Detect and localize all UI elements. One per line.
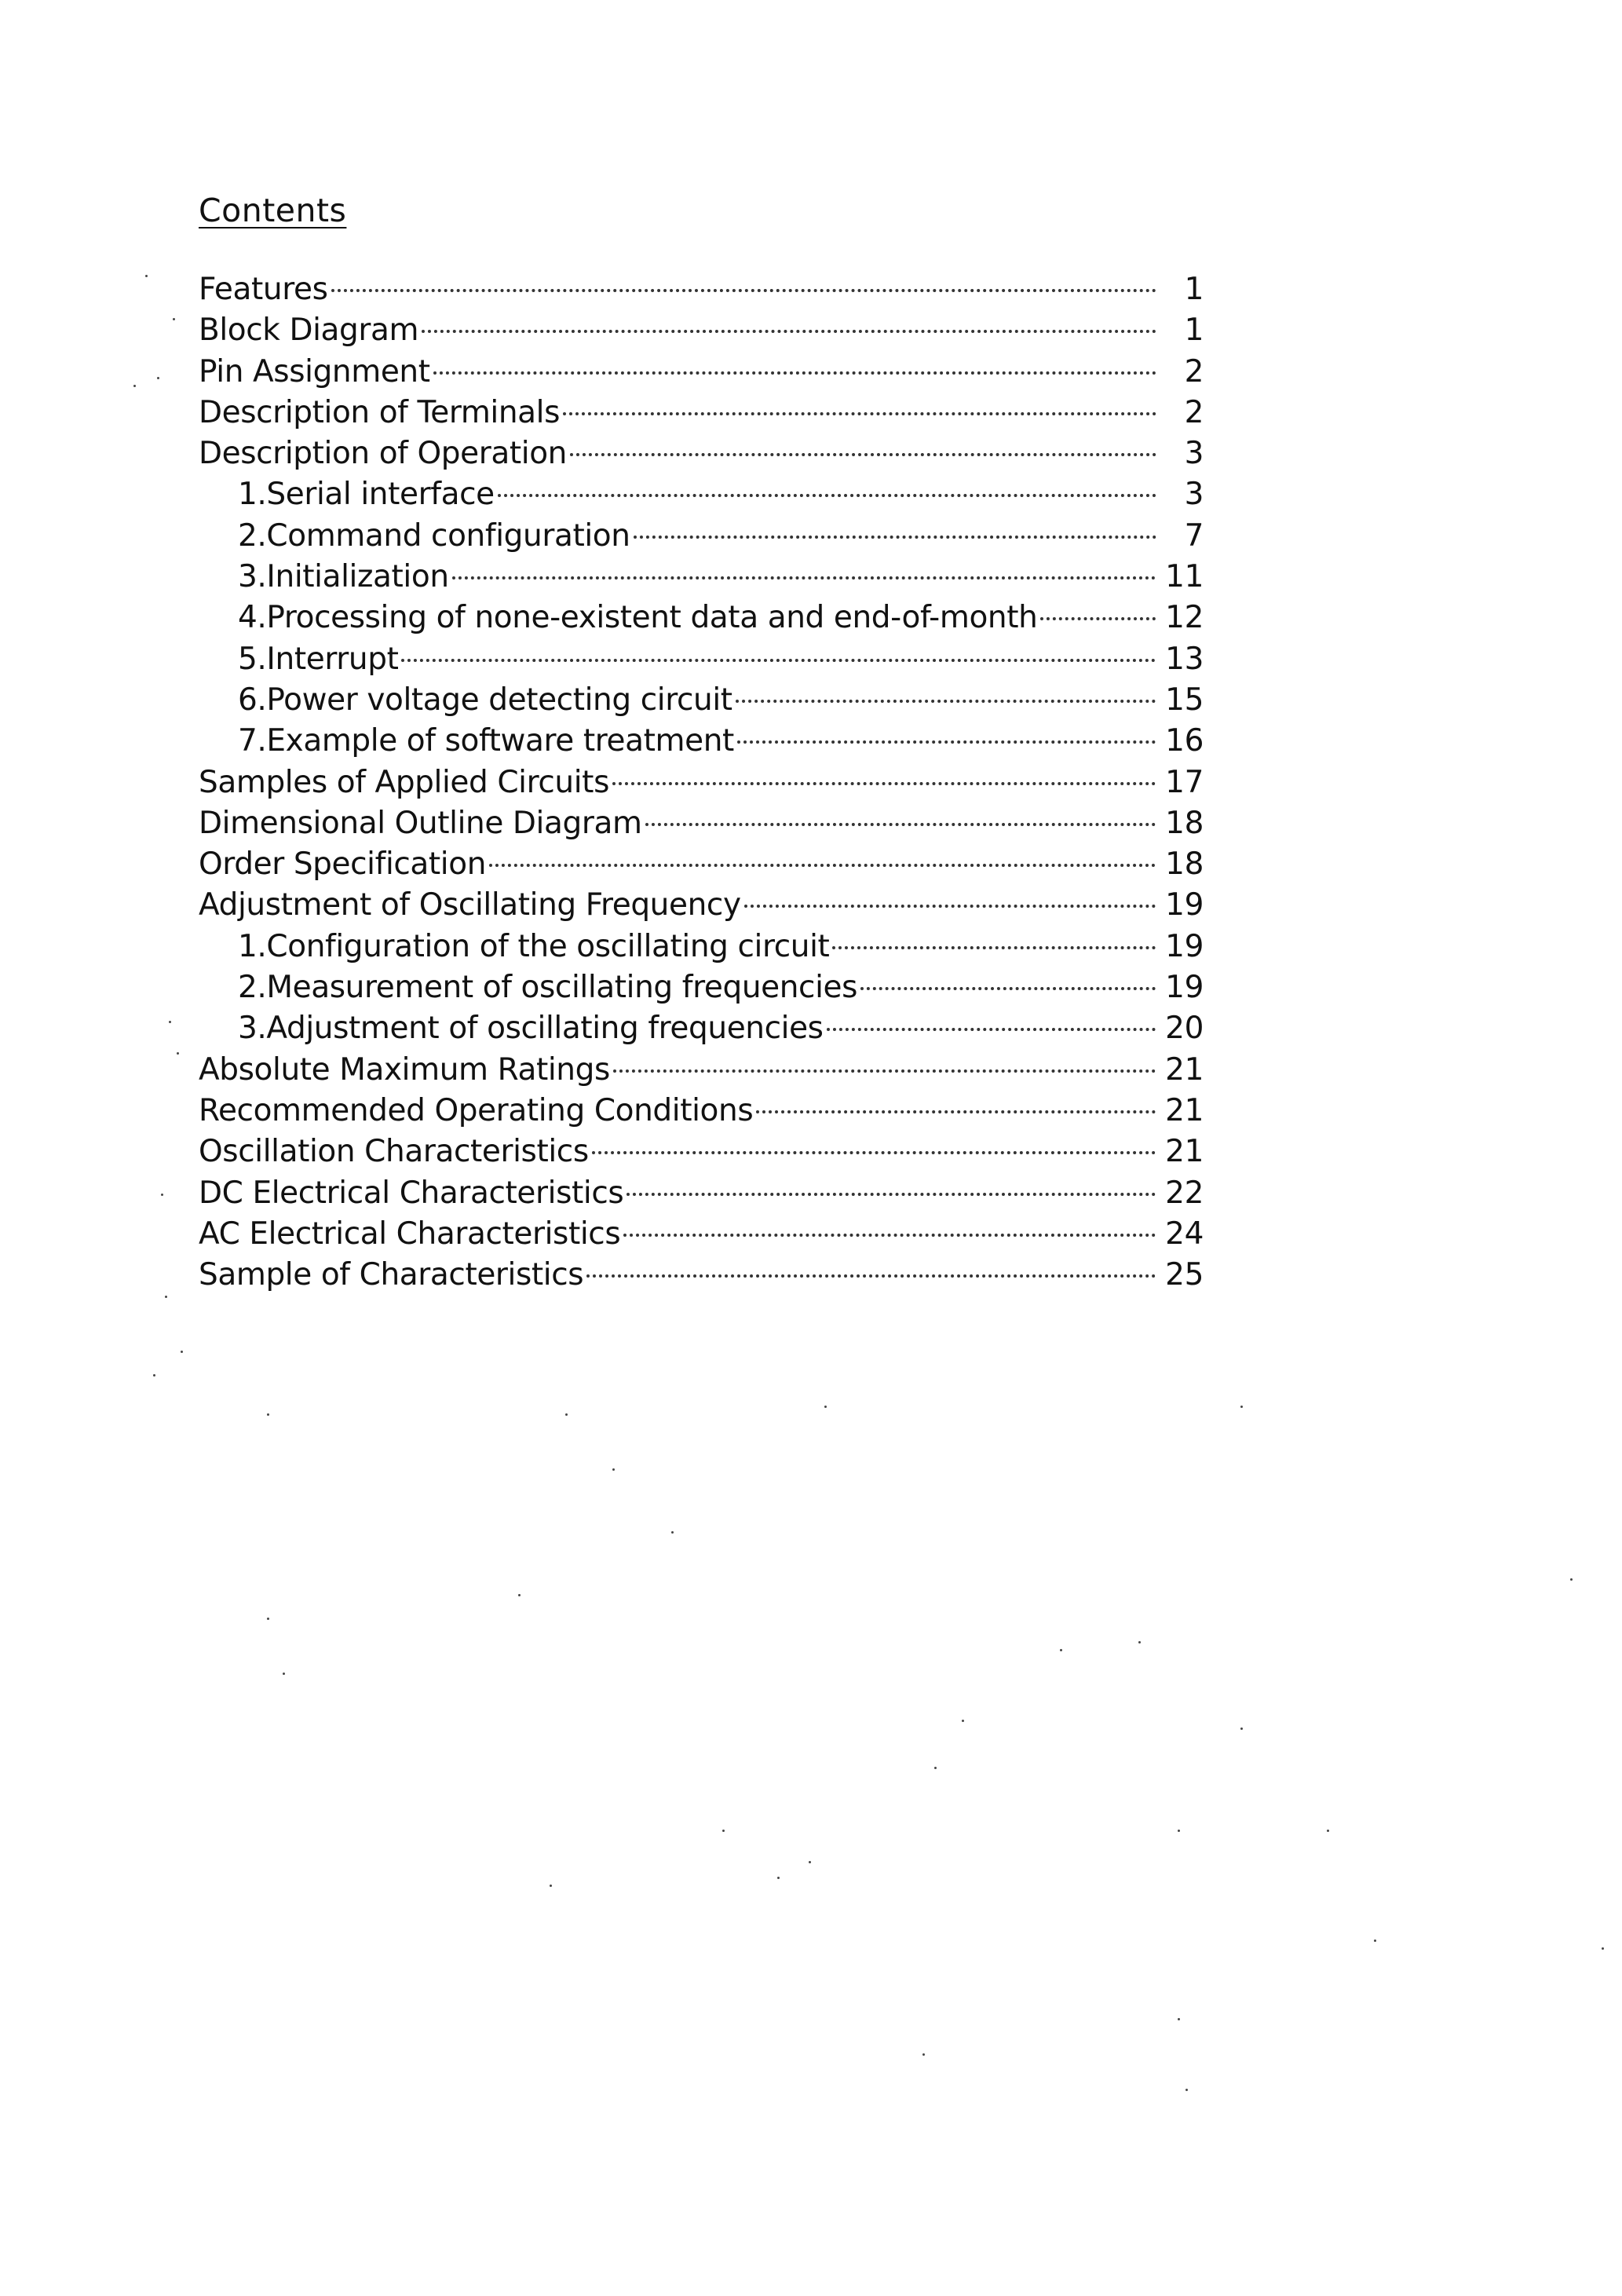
toc-entry xyxy=(199,639,1204,680)
toc-entry xyxy=(199,680,1204,721)
dot-leader xyxy=(744,905,1156,908)
toc-entry-page-number: 19 xyxy=(1165,970,1204,1006)
toc-entry xyxy=(199,1050,1204,1091)
scan-speck xyxy=(1138,1641,1141,1643)
toc-entry-page-number: 1 xyxy=(1184,313,1204,349)
dot-leader xyxy=(433,371,1156,375)
toc-entry-label: Features xyxy=(199,272,328,307)
scan-speck xyxy=(267,1618,269,1620)
dot-leader xyxy=(331,289,1157,292)
toc-entry-page-number: 1 xyxy=(1184,272,1204,307)
toc-entry xyxy=(199,803,1204,844)
table-of-contents xyxy=(199,269,1204,1296)
toc-entry-label: Description of Operation xyxy=(199,436,567,472)
toc-entry-page-number: 19 xyxy=(1165,887,1204,923)
scan-speck xyxy=(1178,1830,1180,1832)
toc-entry xyxy=(199,352,1204,393)
dot-leader xyxy=(623,1234,1156,1237)
toc-entry-page-number: 3 xyxy=(1184,477,1204,513)
scan-speck xyxy=(1570,1578,1573,1581)
toc-entry-label: Pin Assignment xyxy=(199,353,430,389)
scan-speck xyxy=(173,318,175,320)
toc-entry-page-number: 22 xyxy=(1165,1175,1204,1211)
toc-entry-label: 6.Power voltage detecting circuit xyxy=(238,682,732,718)
toc-entry-page-number: 21 xyxy=(1165,1134,1204,1170)
scan-speck xyxy=(1060,1649,1062,1651)
toc-entry xyxy=(199,1255,1204,1296)
toc-entry xyxy=(199,393,1204,433)
toc-entry-label: AC Electrical Characteristics xyxy=(199,1216,621,1252)
scan-speck xyxy=(153,1374,155,1377)
toc-entry-label: 1.Configuration of the oscillating circuit xyxy=(238,928,830,964)
toc-entry-label: 3.Adjustment of oscillating frequencies xyxy=(238,1011,824,1047)
toc-entry-label: Dimensional Outline Diagram xyxy=(199,805,642,841)
toc-entry xyxy=(199,269,1204,310)
dot-leader xyxy=(627,1193,1156,1196)
dot-leader xyxy=(634,536,1156,539)
toc-entry xyxy=(199,310,1204,351)
toc-entry xyxy=(199,1173,1204,1214)
toc-entry-page-number: 2 xyxy=(1184,394,1204,430)
toc-entry-label: Adjustment of Oscillating Frequency xyxy=(199,887,741,923)
toc-entry-label: 5.Interrupt xyxy=(238,641,399,677)
toc-entry xyxy=(199,1091,1204,1132)
toc-entry-label: Sample of Characteristics xyxy=(199,1257,584,1293)
toc-entry-page-number: 17 xyxy=(1165,764,1204,800)
toc-entry-label: 2.Measurement of oscillating frequencies xyxy=(238,970,858,1006)
scan-speck xyxy=(777,1877,780,1879)
toc-entry-label: 2.Command configuration xyxy=(238,517,630,554)
toc-entry-label: DC Electrical Characteristics xyxy=(199,1175,624,1211)
scan-speck xyxy=(1178,2018,1180,2020)
dot-leader xyxy=(756,1110,1156,1113)
dot-leader xyxy=(1040,617,1156,620)
scan-speck xyxy=(722,1830,725,1832)
toc-entry xyxy=(199,1132,1204,1172)
scan-speck xyxy=(165,1296,167,1298)
toc-entry xyxy=(199,557,1204,598)
toc-entry-page-number: 21 xyxy=(1165,1092,1204,1128)
toc-entry xyxy=(199,598,1204,638)
toc-entry-page-number: 15 xyxy=(1165,682,1204,718)
scan-speck xyxy=(671,1531,674,1534)
dot-leader xyxy=(737,740,1156,744)
scan-speck xyxy=(161,1194,163,1196)
toc-entry xyxy=(199,967,1204,1008)
scan-speck xyxy=(550,1885,552,1887)
scan-speck xyxy=(922,2053,925,2056)
toc-entry-page-number: 18 xyxy=(1165,805,1204,841)
toc-entry-page-number: 11 xyxy=(1165,559,1204,595)
toc-entry-label: Order Specification xyxy=(199,846,487,883)
toc-entry-page-number: 16 xyxy=(1165,723,1204,759)
scan-speck xyxy=(934,1767,937,1769)
toc-entry-page-number: 24 xyxy=(1165,1216,1204,1252)
dot-leader xyxy=(613,1069,1156,1073)
scan-speck xyxy=(1240,1406,1243,1408)
toc-entry-label: Description of Terminals xyxy=(199,394,561,430)
scan-speck xyxy=(565,1413,568,1416)
toc-entry-label: Oscillation Characteristics xyxy=(199,1134,589,1170)
toc-entry xyxy=(199,433,1204,474)
toc-entry-label: 1.Serial interface xyxy=(238,477,495,513)
toc-entry xyxy=(199,1214,1204,1255)
toc-entry-label: 4.Processing of none-existent data and end-of-month xyxy=(238,600,1038,636)
dot-leader xyxy=(827,1028,1156,1031)
toc-entry-label: 7.Example of software treatment xyxy=(238,723,734,759)
dot-leader xyxy=(586,1274,1156,1278)
scan-speck xyxy=(181,1351,183,1353)
scan-speck xyxy=(962,1720,964,1722)
dot-leader xyxy=(401,659,1156,662)
scan-speck xyxy=(145,275,148,277)
toc-entry-label: Block Diagram xyxy=(199,313,419,349)
toc-entry-page-number: 13 xyxy=(1165,641,1204,677)
dot-leader xyxy=(563,412,1156,415)
scan-speck xyxy=(283,1673,285,1675)
toc-entry xyxy=(199,721,1204,762)
toc-entry-label: Recommended Operating Conditions xyxy=(199,1092,754,1128)
scan-speck xyxy=(177,1052,179,1055)
toc-entry xyxy=(199,762,1204,803)
scan-speck xyxy=(157,377,159,379)
dot-leader xyxy=(422,330,1156,333)
scan-speck xyxy=(1185,2089,1188,2091)
scan-speck xyxy=(612,1468,615,1471)
toc-entry-label: 3.Initialization xyxy=(238,559,449,595)
toc-entry-page-number: 20 xyxy=(1165,1011,1204,1047)
dot-leader xyxy=(736,700,1156,703)
scan-speck xyxy=(809,1861,811,1863)
scan-speck xyxy=(1374,1940,1376,1942)
toc-entry-page-number: 7 xyxy=(1184,517,1204,554)
dot-leader xyxy=(860,987,1156,990)
toc-entry xyxy=(199,844,1204,885)
toc-entry-page-number: 2 xyxy=(1184,353,1204,389)
toc-entry xyxy=(199,474,1204,515)
toc-entry-label: Absolute Maximum Ratings xyxy=(199,1051,610,1088)
scan-speck xyxy=(267,1413,269,1416)
dot-leader xyxy=(592,1151,1156,1154)
scan-speck xyxy=(1327,1830,1329,1832)
dot-leader xyxy=(489,864,1156,867)
toc-entry xyxy=(199,927,1204,967)
scan-speck xyxy=(133,385,136,387)
toc-entry-page-number: 25 xyxy=(1165,1257,1204,1293)
dot-leader xyxy=(612,782,1156,785)
scan-speck xyxy=(169,1021,171,1023)
dot-leader xyxy=(832,946,1156,949)
toc-entry-page-number: 21 xyxy=(1165,1051,1204,1088)
dot-leader xyxy=(498,494,1156,497)
toc-entry-page-number: 18 xyxy=(1165,846,1204,883)
scan-speck xyxy=(1240,1727,1243,1730)
dot-leader xyxy=(570,453,1156,456)
toc-entry-label: Samples of Applied Circuits xyxy=(199,764,609,800)
scan-speck xyxy=(824,1406,827,1408)
toc-entry-page-number: 3 xyxy=(1184,436,1204,472)
dot-leader xyxy=(452,576,1156,579)
dot-leader xyxy=(645,823,1156,826)
toc-entry xyxy=(199,1008,1204,1049)
page-title: Contents xyxy=(199,192,347,229)
toc-entry xyxy=(199,885,1204,926)
scan-speck xyxy=(518,1594,521,1596)
toc-entry-page-number: 19 xyxy=(1165,928,1204,964)
toc-entry xyxy=(199,516,1204,557)
toc-entry-page-number: 12 xyxy=(1165,600,1204,636)
scan-speck xyxy=(1602,1947,1604,1950)
